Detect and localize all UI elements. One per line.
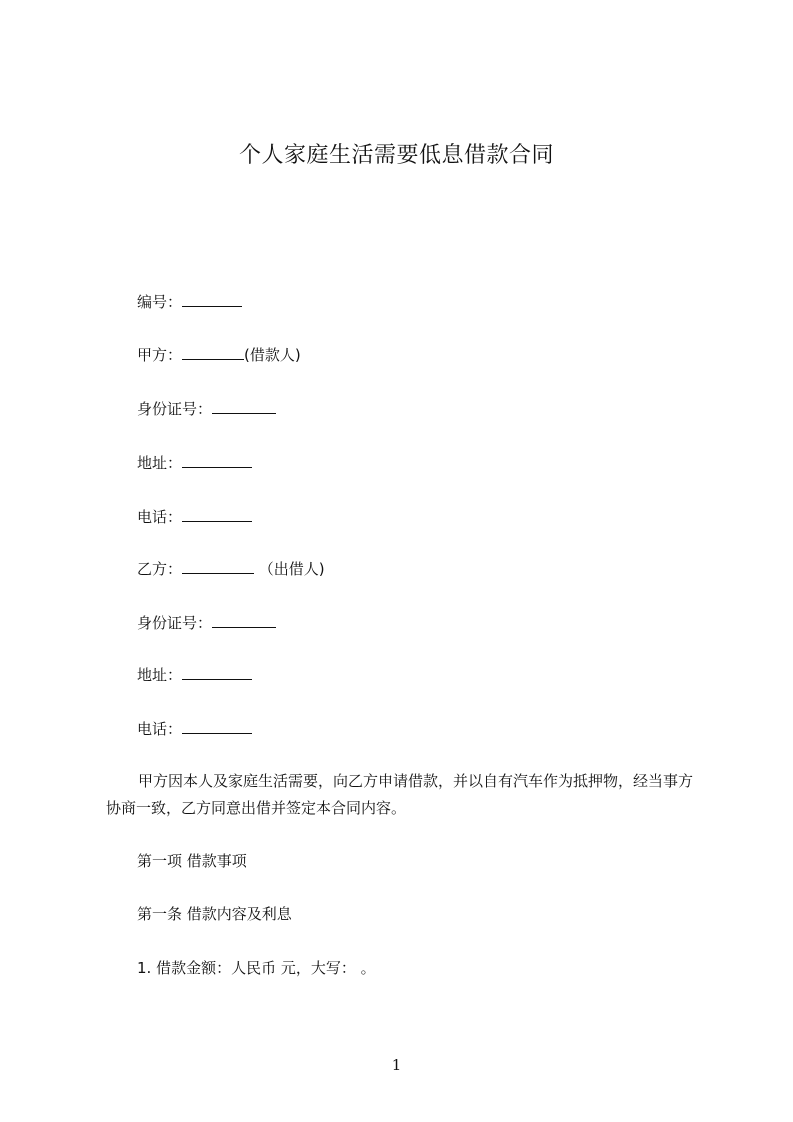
intro-paragraph bbox=[106, 768, 706, 822]
party-b-field bbox=[137, 559, 325, 579]
party-b-phone-label: 电话： bbox=[137, 720, 183, 738]
article-heading: 第一条 借款内容及利息 bbox=[137, 905, 292, 923]
contract-number-field bbox=[137, 292, 242, 312]
page-number: 1 bbox=[391, 1056, 402, 1074]
party-a-address-blank bbox=[182, 453, 252, 468]
party-a-field bbox=[137, 345, 301, 365]
party-b-id-field bbox=[137, 613, 276, 633]
intro-text: 甲方因本人及家庭生活需要，向乙方申请借款，并以自有汽车作为抵押物，经当事方协商一致，乙方同意出借并签定本合同内容。 bbox=[106, 772, 694, 817]
section-heading: 第一项 借款事项 bbox=[137, 852, 247, 870]
party-b-address-field bbox=[137, 665, 252, 685]
party-a-role: (借款人) bbox=[244, 346, 301, 364]
party-a-address-field bbox=[137, 453, 252, 473]
document-title: 个人家庭生活需要低息借款合同 bbox=[238, 143, 554, 168]
party-b-blank bbox=[182, 559, 254, 574]
party-a-blank bbox=[182, 345, 244, 360]
party-a-id-field bbox=[137, 399, 276, 419]
party-a-phone-label: 电话： bbox=[137, 508, 183, 526]
party-b-address-label: 地址： bbox=[137, 666, 183, 684]
party-b-address-blank bbox=[182, 665, 252, 680]
party-b-id-label: 身份证号： bbox=[137, 614, 213, 632]
party-a-phone-field bbox=[137, 507, 252, 527]
party-a-phone-blank bbox=[182, 507, 252, 522]
party-b-phone-blank bbox=[182, 719, 252, 734]
party-b-id-blank bbox=[212, 613, 276, 628]
contract-number-blank bbox=[182, 292, 242, 307]
party-a-id-blank bbox=[212, 399, 276, 414]
party-b-role: （出借人) bbox=[258, 560, 325, 578]
party-a-id-label: 身份证号： bbox=[137, 400, 213, 418]
contract-number-label: 编号： bbox=[137, 293, 183, 311]
party-a-address-label: 地址： bbox=[137, 454, 183, 472]
loan-amount-item: 1. 借款金额：人民币 元，大写： 。 bbox=[137, 959, 376, 977]
party-b-label: 乙方： bbox=[137, 560, 183, 578]
party-b-phone-field bbox=[137, 719, 252, 739]
party-a-label: 甲方： bbox=[137, 346, 183, 364]
